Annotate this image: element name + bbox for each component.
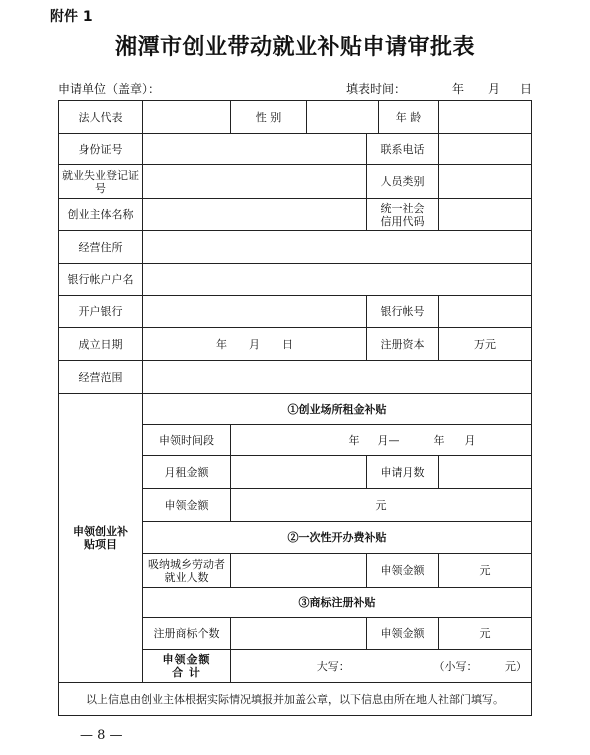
absorbed-workers-text: 吸纳城乡劳动者就业人数	[148, 557, 225, 584]
address-field[interactable]	[143, 231, 532, 264]
reg-capital-label: 注册资本	[367, 328, 439, 361]
row-unemp-reg	[59, 165, 532, 199]
sec3-amount-label: 申领金额	[367, 618, 439, 650]
entity-name-label: 创业主体名称	[59, 199, 143, 231]
total-lower-label: （小写： 元）	[433, 659, 527, 673]
est-date-day: 日	[282, 337, 293, 351]
est-date-label: 成立日期	[59, 328, 143, 361]
row-id	[59, 134, 532, 165]
sec1-heading: ①创业场所租金补贴	[143, 394, 532, 425]
entity-name-field[interactable]	[143, 199, 367, 231]
trademark-count-field[interactable]	[231, 618, 367, 650]
trademark-count-label: 注册商标个数	[143, 618, 231, 650]
credit-code-field[interactable]	[439, 199, 532, 231]
apply-items-label	[59, 394, 143, 683]
capital-unit: 万元	[474, 337, 496, 351]
sec2-amount-field[interactable]	[439, 554, 532, 588]
unemp-reg-field[interactable]	[143, 165, 367, 199]
fill-time-label: 填表时间：	[346, 82, 407, 96]
id-no-field[interactable]	[143, 134, 367, 165]
est-date-year: 年	[216, 337, 227, 351]
apply-months-field[interactable]	[439, 456, 532, 489]
gender-field[interactable]	[307, 101, 379, 134]
total-text: 申领金额合 计	[162, 653, 211, 679]
sec1-amount-label: 申领金额	[143, 489, 231, 522]
apply-items-text: 申领创业补贴项目	[73, 525, 128, 551]
gender-label: 性 别	[231, 101, 307, 134]
total-upper-label: 大写：	[316, 659, 350, 673]
fill-month-label: 月	[488, 82, 501, 96]
instruction-note: 以上信息由创业主体根据实际情况填报并加盖公章，以下信息由所在地人社部门填写。	[59, 683, 532, 716]
form-title: 湘潭市创业带动就业补贴申请审批表	[114, 34, 475, 60]
total-field[interactable]	[231, 650, 532, 683]
person-type-label: 人员类别	[367, 165, 439, 199]
address-label: 经营住所	[59, 231, 143, 264]
fill-day-label: 日	[520, 82, 533, 96]
scope-label: 经营范围	[59, 361, 143, 394]
reg-capital-field[interactable]	[439, 328, 532, 361]
fill-year-label: 年	[452, 82, 465, 96]
sec3-heading: ③商标注册补贴	[143, 588, 532, 618]
bank-acct-field[interactable]	[439, 296, 532, 328]
phone-field[interactable]	[439, 134, 532, 165]
age-field[interactable]	[439, 101, 532, 134]
period-month-2: 月	[464, 433, 476, 447]
legal-rep-label: 法人代表	[59, 101, 143, 134]
absorbed-workers-label	[143, 554, 231, 588]
bank-label: 开户银行	[59, 296, 143, 328]
row-entity	[59, 199, 532, 231]
absorbed-workers-field[interactable]	[231, 554, 367, 588]
person-type-field[interactable]	[439, 165, 532, 199]
total-label	[143, 650, 231, 683]
period-year-1: 年	[348, 433, 360, 447]
page-number: — 8 —	[80, 728, 123, 743]
sec3-yuan: 元	[479, 627, 491, 640]
monthly-rent-label: 月租金额	[143, 456, 231, 489]
row-sec1	[59, 394, 532, 425]
bank-field[interactable]	[143, 296, 367, 328]
bank-holder-field[interactable]	[143, 264, 532, 296]
apply-months-label: 申请月数	[367, 456, 439, 489]
bank-acct-label: 银行帐号	[367, 296, 439, 328]
unemp-reg-label: 就业失业登记证号	[59, 165, 143, 199]
apply-period-field[interactable]	[231, 425, 532, 456]
est-date-month: 月	[249, 337, 260, 351]
row-note	[59, 683, 532, 716]
sec2-heading: ②一次性开办费补贴	[143, 522, 532, 554]
row-bank-holder	[59, 264, 532, 296]
row-bank	[59, 296, 532, 328]
row-legal-rep	[59, 101, 532, 134]
period-month-1: 月—	[377, 433, 400, 447]
applicant-unit-label: 申请单位（盖章）：	[58, 82, 161, 96]
attachment-label: 附件 1	[50, 9, 93, 25]
apply-period-label: 申领时间段	[143, 425, 231, 456]
age-label: 年 龄	[379, 101, 439, 134]
sec2-amount-label: 申领金额	[367, 554, 439, 588]
legal-rep-field[interactable]	[143, 101, 231, 134]
period-year-2: 年	[433, 433, 445, 447]
monthly-rent-field[interactable]	[231, 456, 367, 489]
id-no-label: 身份证号	[59, 134, 143, 165]
approval-form-table	[58, 100, 532, 716]
row-scope	[59, 361, 532, 394]
scope-field[interactable]	[143, 361, 532, 394]
bank-holder-label: 银行帐户户名	[59, 264, 143, 296]
row-est-date	[59, 328, 532, 361]
sec2-yuan: 元	[479, 564, 491, 577]
sec1-amount-field[interactable]	[231, 489, 532, 522]
sec3-amount-field[interactable]	[439, 618, 532, 650]
credit-code-label	[367, 199, 439, 231]
sec1-yuan: 元	[375, 498, 387, 512]
row-address	[59, 231, 532, 264]
phone-label: 联系电话	[367, 134, 439, 165]
est-date-field[interactable]	[143, 328, 367, 361]
credit-code-text: 统一社会信用代码	[380, 201, 425, 228]
